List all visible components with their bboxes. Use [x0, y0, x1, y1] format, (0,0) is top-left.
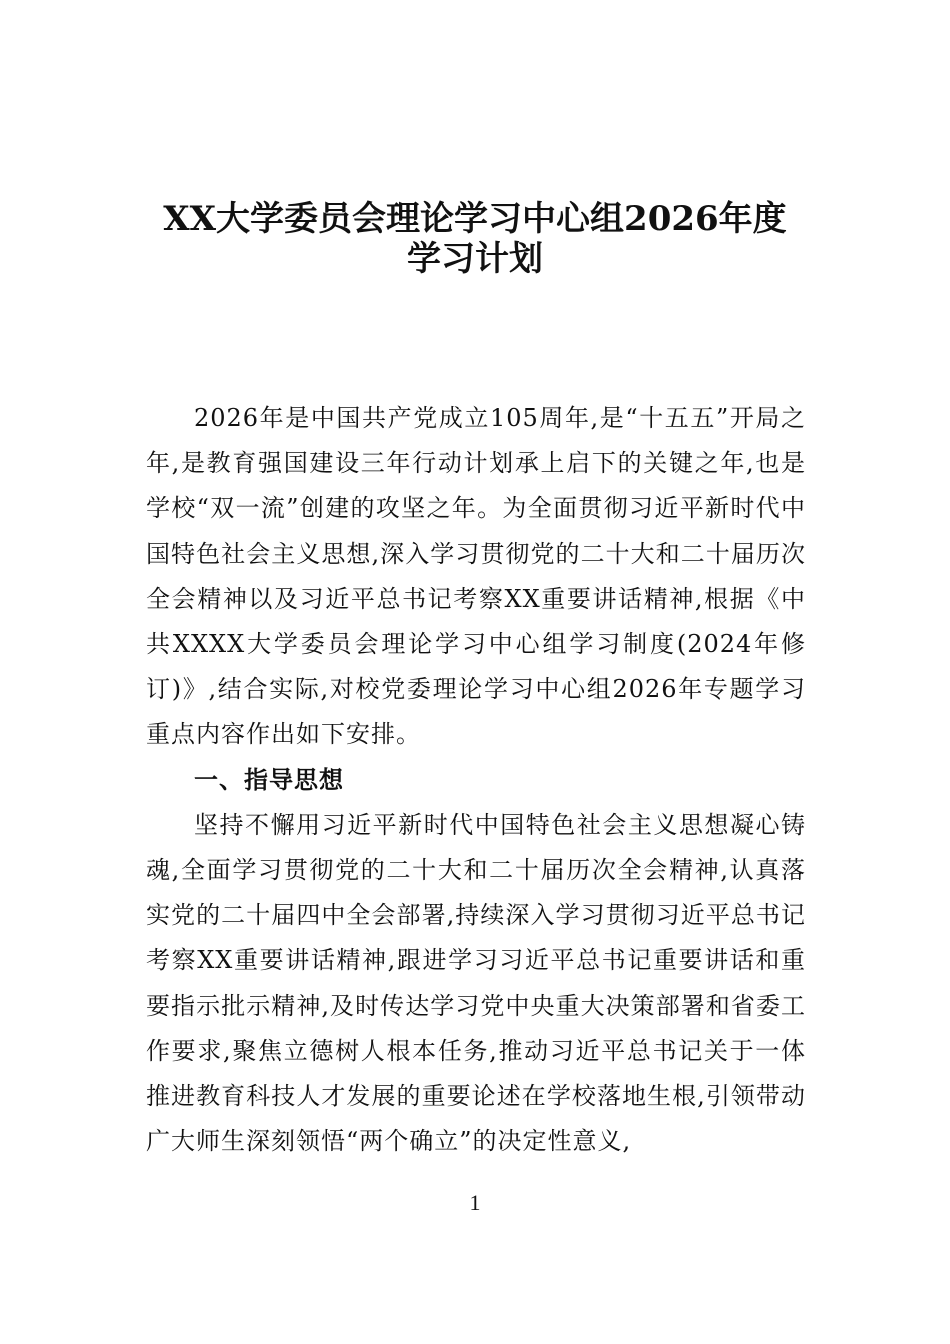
document-title-line-2: 学习计划 [407, 239, 543, 279]
page-number: 1 [469, 1190, 481, 1215]
document-title-line-1: XX大学委员会理论学习中心组2026年度 [163, 199, 787, 239]
guiding-ideology-paragraph: 坚持不懈用习近平新时代中国特色社会主义思想凝心铸魂,全面学习贯彻党的二十大和二十届历次全会精神,认真落实党的二十届四中全会部署,持续深入学习贯彻习近平总书记考察XX重要讲话精神,跟进学习习近平总书记重要讲话和重要指示批示精神,及时传达学习党中央重大决策部署和省委工作要求,聚焦立德树人根本任务,推动习近平总书记关于一体推进教育科技人才发展的重要论述在学校落地生根,引领带动广大师生深刻领悟“两个确立”的决定性意义, [146, 810, 806, 1156]
document-body [146, 396, 806, 1164]
section-heading-guiding-ideology: 一、指导思想 [194, 765, 344, 794]
intro-paragraph: 2026年是中国共产党成立105周年,是“十五五”开局之年,是教育强国建设三年行动计划承上启下的关键之年,也是学校“双一流”创建的攻坚之年。为全面贯彻习近平新时代中国特色社会主义思想,深入学习贯彻党的二十大和二十届历次全会精神以及习近平总书记考察XX重要讲话精神,根据《中共XXXX大学委员会理论学习中心组学习制度(2024年修订)》,结合实际,对校党委理论学习中心组2026年专题学习重点内容作出如下安排。 [146, 404, 806, 749]
